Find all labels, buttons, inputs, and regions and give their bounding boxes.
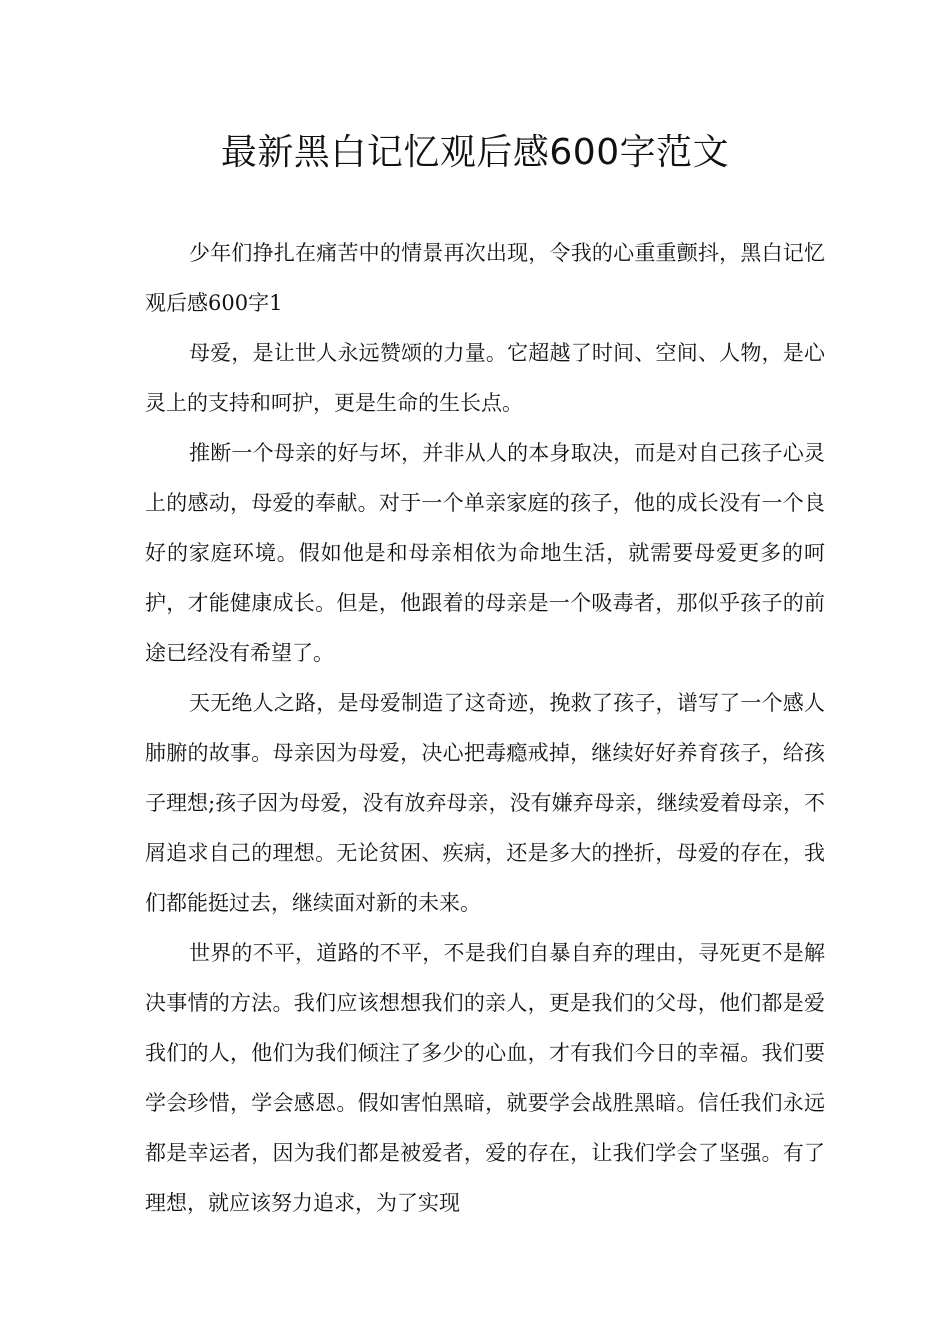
paragraph: 推断一个母亲的好与坏，并非从人的本身取决，而是对自己孩子心灵上的感动，母爱的奉献。对于一个单亲家庭的孩子，他的成长没有一个良好的家庭环境。假如他是和母亲相依为命地生活，就需要母爱更多的呵护，才能健康成长。但是，他跟着的母亲是一个吸毒者，那似乎孩子的前途已经没有希望了。 bbox=[145, 441, 825, 665]
document-body bbox=[145, 228, 825, 1228]
paragraph: 天无绝人之路，是母爱制造了这奇迹，挽救了孩子，谱写了一个感人肺腑的故事。母亲因为母爱，决心把毒瘾戒掉，继续好好养育孩子，给孩子理想;孩子因为母爱，没有放弃母亲，没有嫌弃母亲，继续爱着母亲，不屑追求自己的理想。无论贫困、疾病，还是多大的挫折，母爱的存在，我们都能挺过去，继续面对新的未来。 bbox=[145, 691, 825, 915]
paragraph: 母爱，是让世人永远赞颂的力量。它超越了时间、空间、人物，是心灵上的支持和呵护，更是生命的生长点。 bbox=[145, 341, 825, 415]
paragraph: 少年们挣扎在痛苦中的情景再次出现，令我的心重重颤抖，黑白记忆观后感600字1 bbox=[145, 241, 825, 315]
paragraph: 世界的不平，道路的不平，不是我们自暴自弃的理由，寻死更不是解决事情的方法。我们应该想想我们的亲人，更是我们的父母，他们都是爱我们的人，他们为我们倾注了多少的心血，才有我们今日的幸福。我们要学会珍惜，学会感恩。假如害怕黑暗，就要学会战胜黑暗。信任我们永远都是幸运者，因为我们都是被爱者，爱的存在，让我们学会了坚强。有了理想，就应该努力追求，为了实现 bbox=[145, 941, 825, 1215]
document-title: 最新黑白记忆观后感600字范文 bbox=[220, 132, 730, 173]
